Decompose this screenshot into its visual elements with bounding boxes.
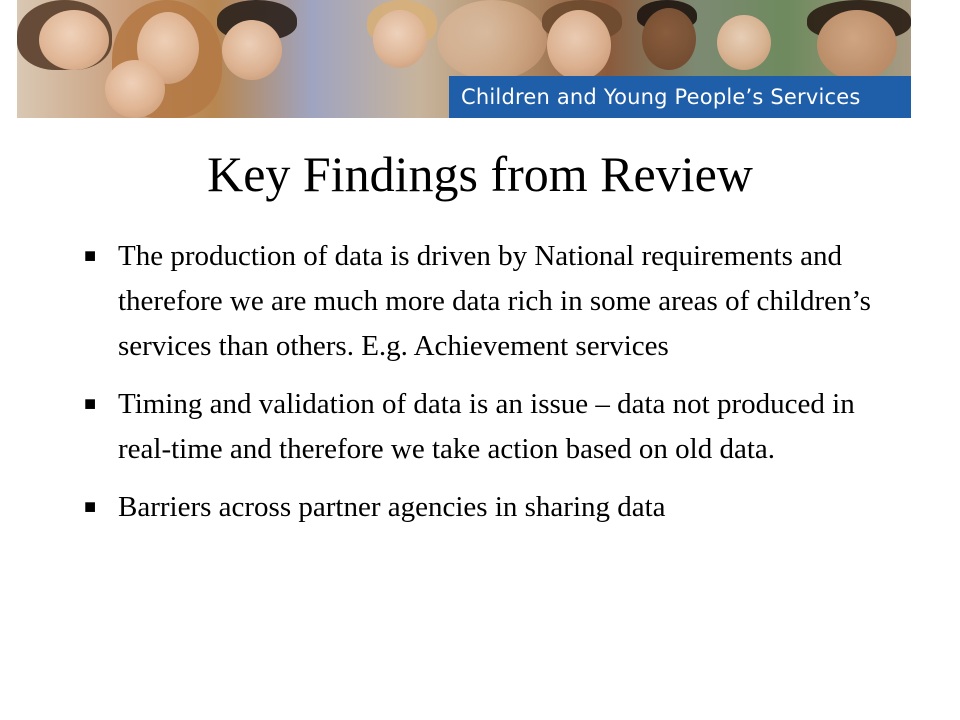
header-banner (17, 0, 911, 118)
bullet-text: Barriers across partner agencies in sharing data (118, 491, 666, 523)
square-bullet-icon: ■ (84, 496, 97, 518)
banner-label: Children and Young People’s Services (449, 76, 911, 118)
bullet-text: The production of data is driven by National requirements and therefore we are much more data rich in some areas of children’s services than others. E.g. Achievement services (118, 240, 871, 362)
bullet-text: Timing and validation of data is an issue – data not produced in real-time and therefore we take action based on old data. (118, 388, 855, 465)
list-item (80, 382, 890, 472)
square-bullet-icon: ■ (84, 393, 97, 415)
list-item (80, 485, 890, 530)
bullet-list (80, 234, 890, 543)
square-bullet-icon: ■ (84, 245, 97, 267)
list-item (80, 234, 890, 369)
slide-title: Key Findings from Review (207, 146, 753, 202)
